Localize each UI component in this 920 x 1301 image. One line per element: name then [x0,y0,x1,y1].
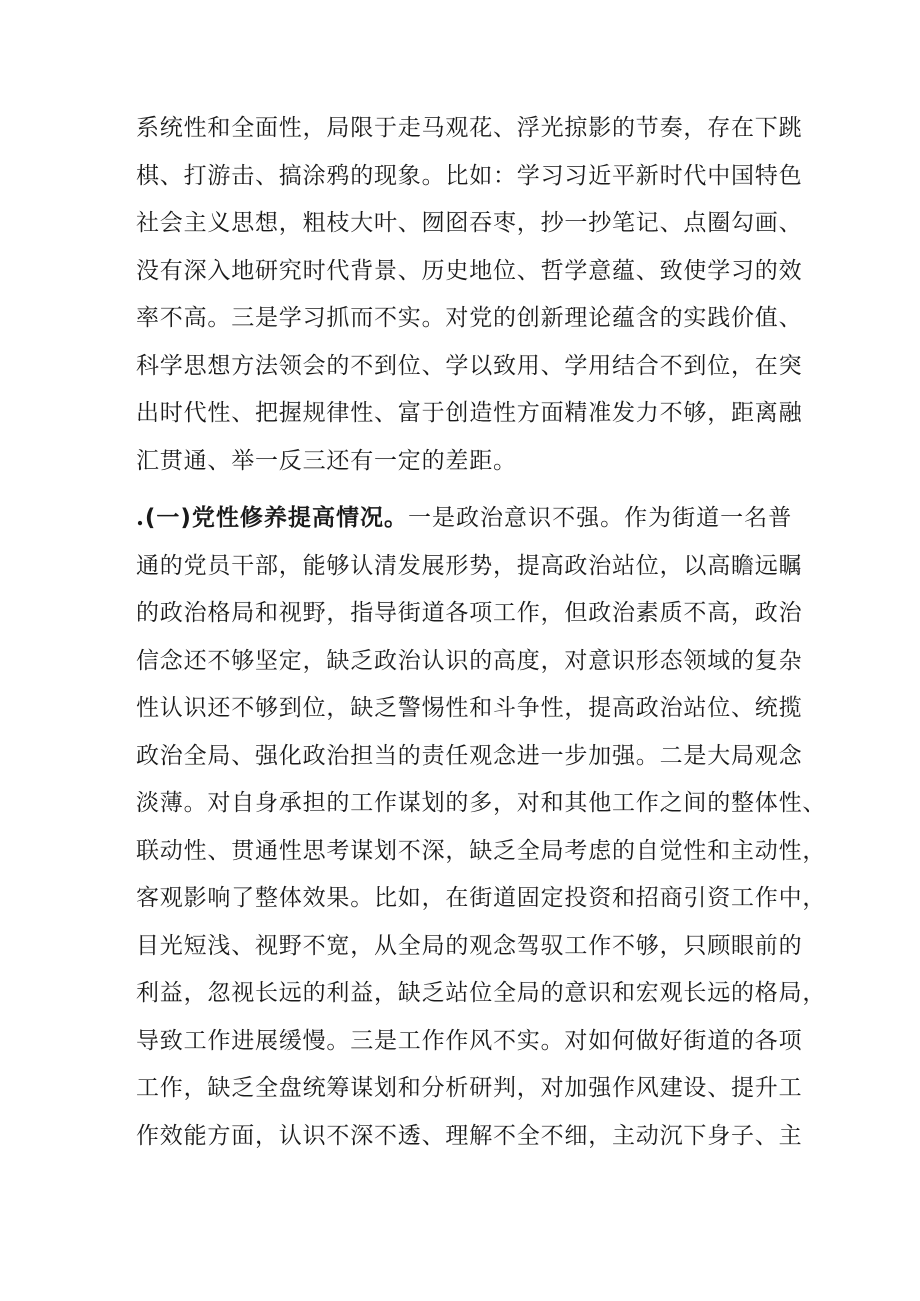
paragraph-study [136,105,803,485]
text-line: 的政治格局和视野，指导街道各项工作，但政治素质不高，政治 [136,600,803,626]
text-line: 汇贯通、举一反三还有一定的差距。 [136,447,517,474]
text-run: 一是政治意识不强。作为街道一名普 [408,505,792,531]
text-line: 客观影响了整体效果。比如，在街道固定投资和招商引资工作中， [136,885,827,911]
section-heading-line [136,494,792,543]
text-line: 导致工作进展缓慢。三是工作作风不实。对如何做好街道的各项 [136,1027,803,1054]
text-line: 政治全局、强化政治担当的责任观念进一步加强。二是大局观念 [136,742,803,769]
text-line: 联动性、贯通性思考谋划不深，缺乏全局考虑的自觉性和主动性， [136,837,827,864]
text-line: 信念还不够坚定，缺乏政治认识的高度，对意识形态领域的复杂 [136,647,803,674]
text-line: 系统性和全面性，局限于走马观花、浮光掠影的节奏，存在下跳 [136,115,803,141]
heading-prefix: . [136,504,145,531]
text-line: 棋、打游击、搞涂鸦的现象。比如：学习习近平新时代中国特色 [136,162,803,189]
text-line: 出时代性、把握规律性、富于创造性方面精准发力不够，距离融 [136,400,803,426]
text-line: 社会主义思想，粗枝大叶、囫囵吞枣，抄一抄笔记、点圈勾画、 [136,210,803,236]
paragraph-party-spirit [136,494,827,1160]
text-line: 淡薄。对自身承担的工作谋划的多，对和其他工作之间的整体性、 [136,790,827,816]
text-line: 利益，忽视长远的利益，缺乏站位全局的意识和宏观长远的格局， [136,980,827,1006]
text-line: 通的党员干部，能够认清发展形势，提高政治站位，以高瞻远瞩 [136,552,803,579]
text-line: 作效能方面，认识不深不透、理解不全不细，主动沉下身子、主 [136,1122,803,1149]
text-line: 性认识还不够到位，缺乏警惕性和斗争性，提高政治站位、统揽 [136,695,803,721]
text-line: 没有深入地研究时代背景、历史地位、哲学意蕴、致使学习的效 [136,257,803,284]
section-heading: (一)党性修养提高情况。 [144,505,408,531]
text-line: 工作，缺乏全盘统筹谋划和分析研判，对加强作风建设、提升工 [136,1075,803,1101]
text-line: 目光短浅、视野不宽，从全局的观念驾驭工作不够，只顾眼前的 [136,932,803,959]
text-line: 率不高。三是学习抓而不实。对党的创新理论蕴含的实践价值、 [136,305,803,331]
text-line: 科学思想方法领会的不到位、学以致用、学用结合不到位，在突 [136,352,803,379]
